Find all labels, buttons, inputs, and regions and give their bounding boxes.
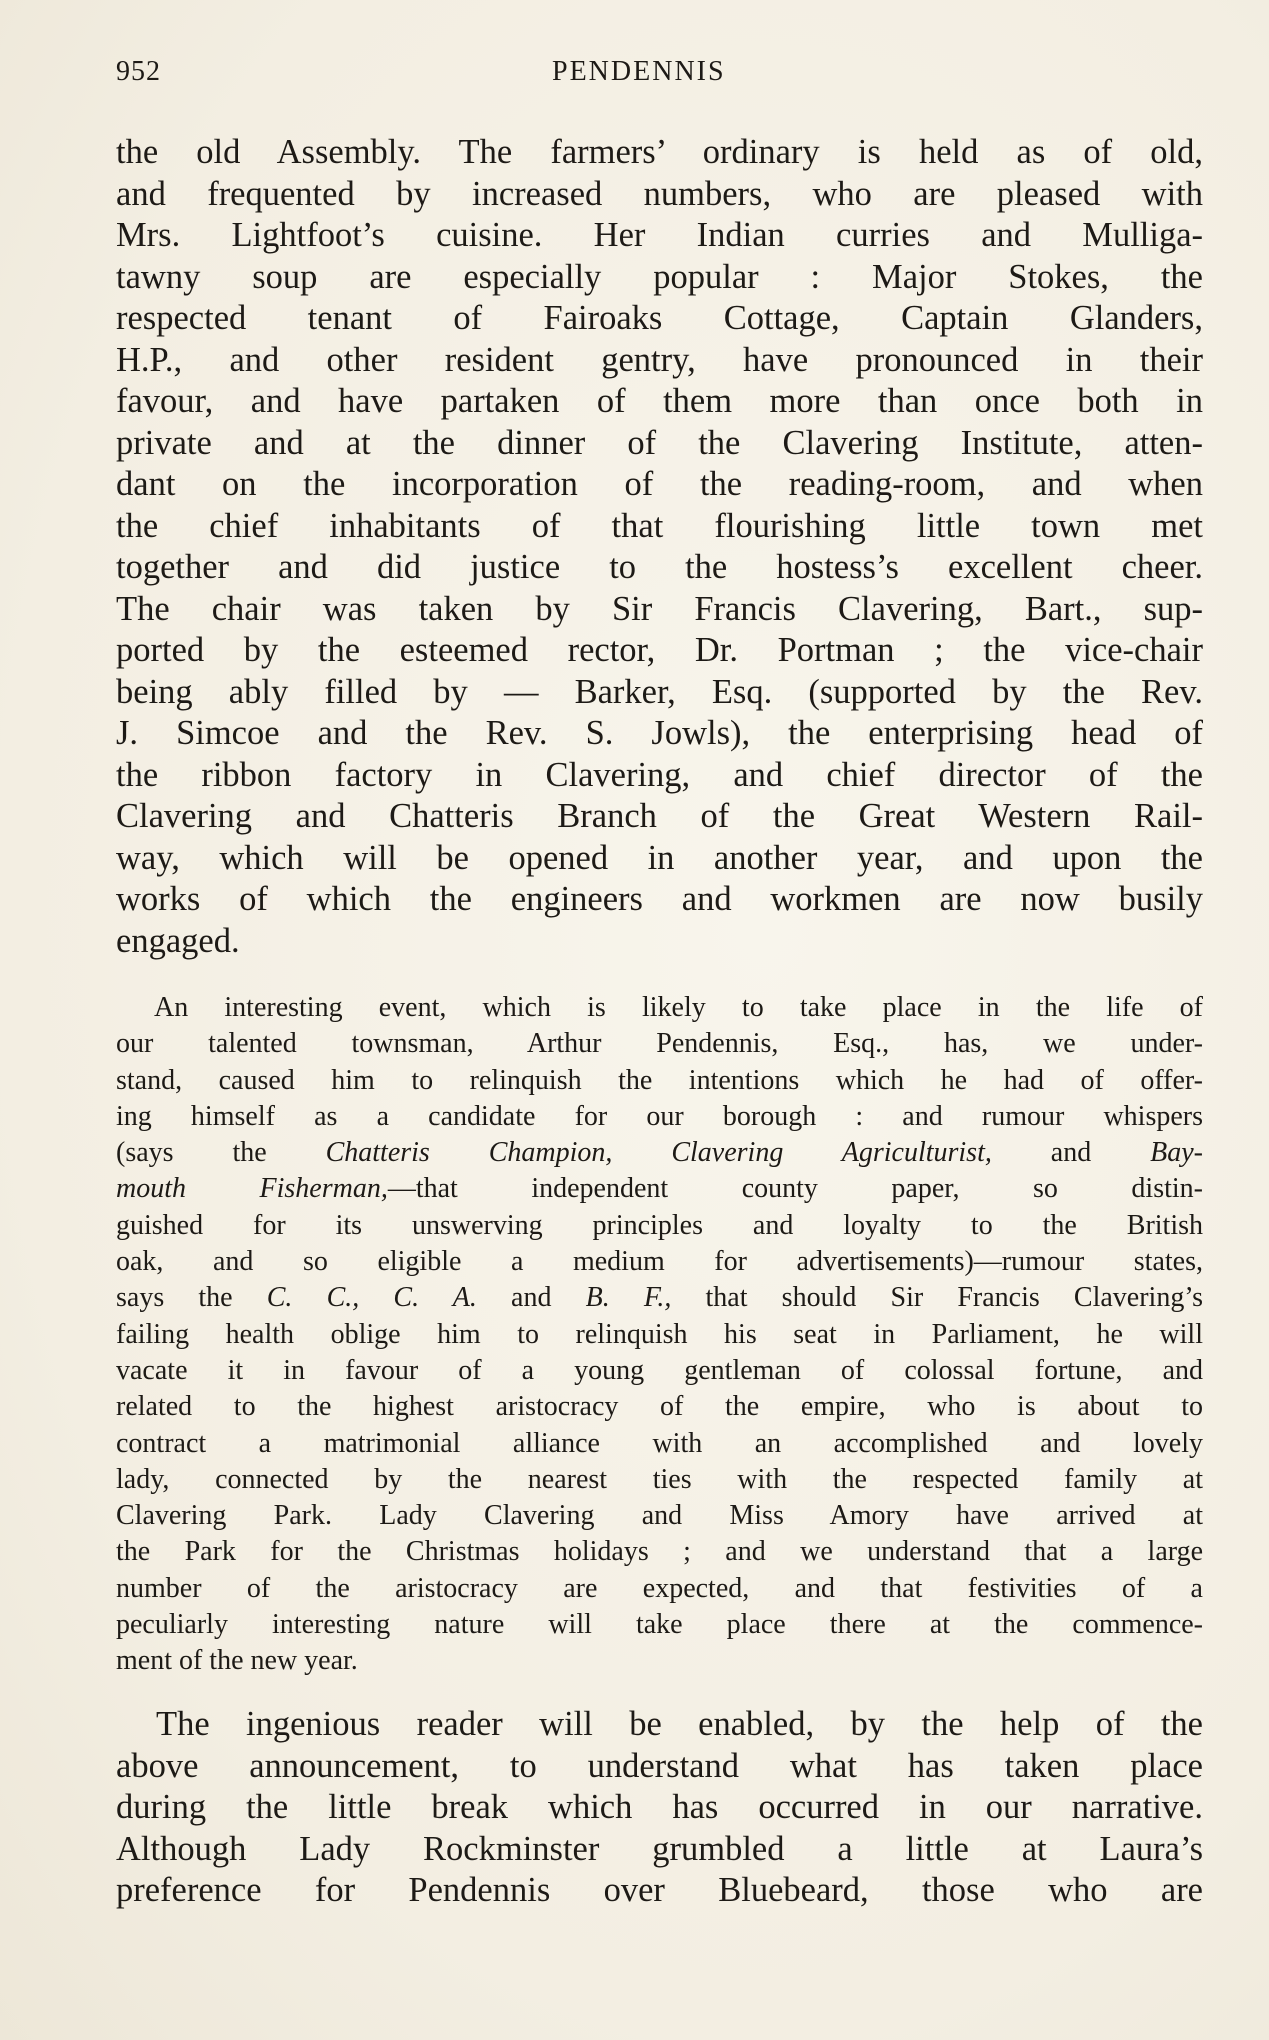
text-line: the Park for the Christmas holidays ; and we understand that a large [116,1536,1203,1568]
text-line: and frequented by increased numbers, who are pleased with [116,174,1203,213]
text-line: way, which will be opened in another year, and upon the [116,838,1203,877]
text-line: preference for Pendennis over Bluebeard, those who are [116,1871,1203,1909]
text-line-italic: (says the Chatteris Champion, Clavering Agriculturist, and Bay- [116,1137,1203,1169]
text-line: says the C. C., C. A. and B. F., that should Sir Francis Clavering’s [116,1282,1204,1314]
text-line: private and at the dinner of the Clavering Institute, atten- [116,423,1203,462]
text-line: our talented townsman, Arthur Pendennis, Esq., has, we under- [116,1028,1203,1060]
text-line: J. Simcoe and the Rev. S. Jowls), the enterprising head of [116,714,1203,752]
newspaper-extract-paragraph [116,990,1203,1680]
text-line: H.P., and other resident gentry, have pronounced in their [116,340,1203,379]
text-line: the chief inhabitants of that flourishing little town met [116,506,1203,545]
text-line: vacate it in favour of a young gentleman of colossal fortune, and [116,1354,1203,1386]
text-line: tawny soup are especially popular : Major Stokes, the [116,257,1203,296]
text-line: number of the aristocracy are expected, and that festivities of a [116,1572,1203,1604]
text-line: Clavering and Chatteris Branch of the Great Western Rail- [116,797,1203,835]
text-line: failing health oblige him to relinquish his seat in Parliament, he will [116,1318,1203,1350]
text-line: An interesting event, which is likely to take place in the life of [154,992,1203,1023]
text-line: guished for its unswerving principles and loyalty to the British [116,1209,1203,1241]
text-line: Although Lady Rockminster grumbled a little at Laura’s [116,1829,1203,1868]
text-line: ment of the new year. [116,1645,358,1677]
text-line: related to the highest aristocracy of the empire, who is about to [116,1391,1203,1423]
text-line: the old Assembly. The farmers’ ordinary is held as of old, [116,133,1203,171]
body-paragraph-1 [116,132,1203,962]
text-line: being ably filled by — Barker, Esq. (supported by the Rev. [116,672,1203,711]
text-line: together and did justice to the hostess’s excellent cheer. [116,548,1203,586]
text-line: respected tenant of Fairoaks Cottage, Captain Glanders, [116,299,1203,337]
text-line: contract a matrimonial alliance with an accomplished and lovely [116,1427,1203,1459]
text-line: oak, and so eligible a medium for advertisements)—rumour states, [116,1246,1203,1278]
page-number: 952 [116,56,161,87]
text-line: during the little break which has occurred in our narrative. [116,1788,1203,1826]
text-line: Clavering Park. Lady Clavering and Miss Amory have arrived at [116,1500,1203,1532]
page-header [116,56,1206,96]
running-title: PENDENNIS [552,56,726,87]
text-line: Mrs. Lightfoot’s cuisine. Her Indian curries and Mulliga- [116,216,1203,254]
text-line: ported by the esteemed rector, Dr. Portman ; the vice-chair [116,631,1203,669]
text-line: ing himself as a candidate for our borough : and rumour whispers [116,1100,1203,1132]
text-line: The ingenious reader will be enabled, by the help of the [156,1705,1203,1743]
text-line: The chair was taken by Sir Francis Clavering, Bart., sup- [116,589,1203,628]
text-line: lady, connected by the nearest ties with the respected family at [116,1463,1203,1495]
text-line-italic: mouth Fisherman,—that independent county paper, so distin- [116,1173,1203,1205]
text-line: peculiarly interesting nature will take place there at the commence- [116,1609,1203,1641]
text-line: engaged. [116,921,240,960]
body-paragraph-3 [116,1704,1203,1912]
text-line: works of which the engineers and workmen are now busily [116,880,1203,918]
text-line: stand, caused him to relinquish the intentions which he had of offer- [116,1064,1203,1096]
text-line: the ribbon factory in Clavering, and chief director of the [116,755,1203,794]
text-line: favour, and have partaken of them more than once both in [116,382,1203,420]
text-line: dant on the incorporation of the reading-room, and when [116,465,1203,503]
text-line: above announcement, to understand what has taken place [116,1746,1203,1785]
